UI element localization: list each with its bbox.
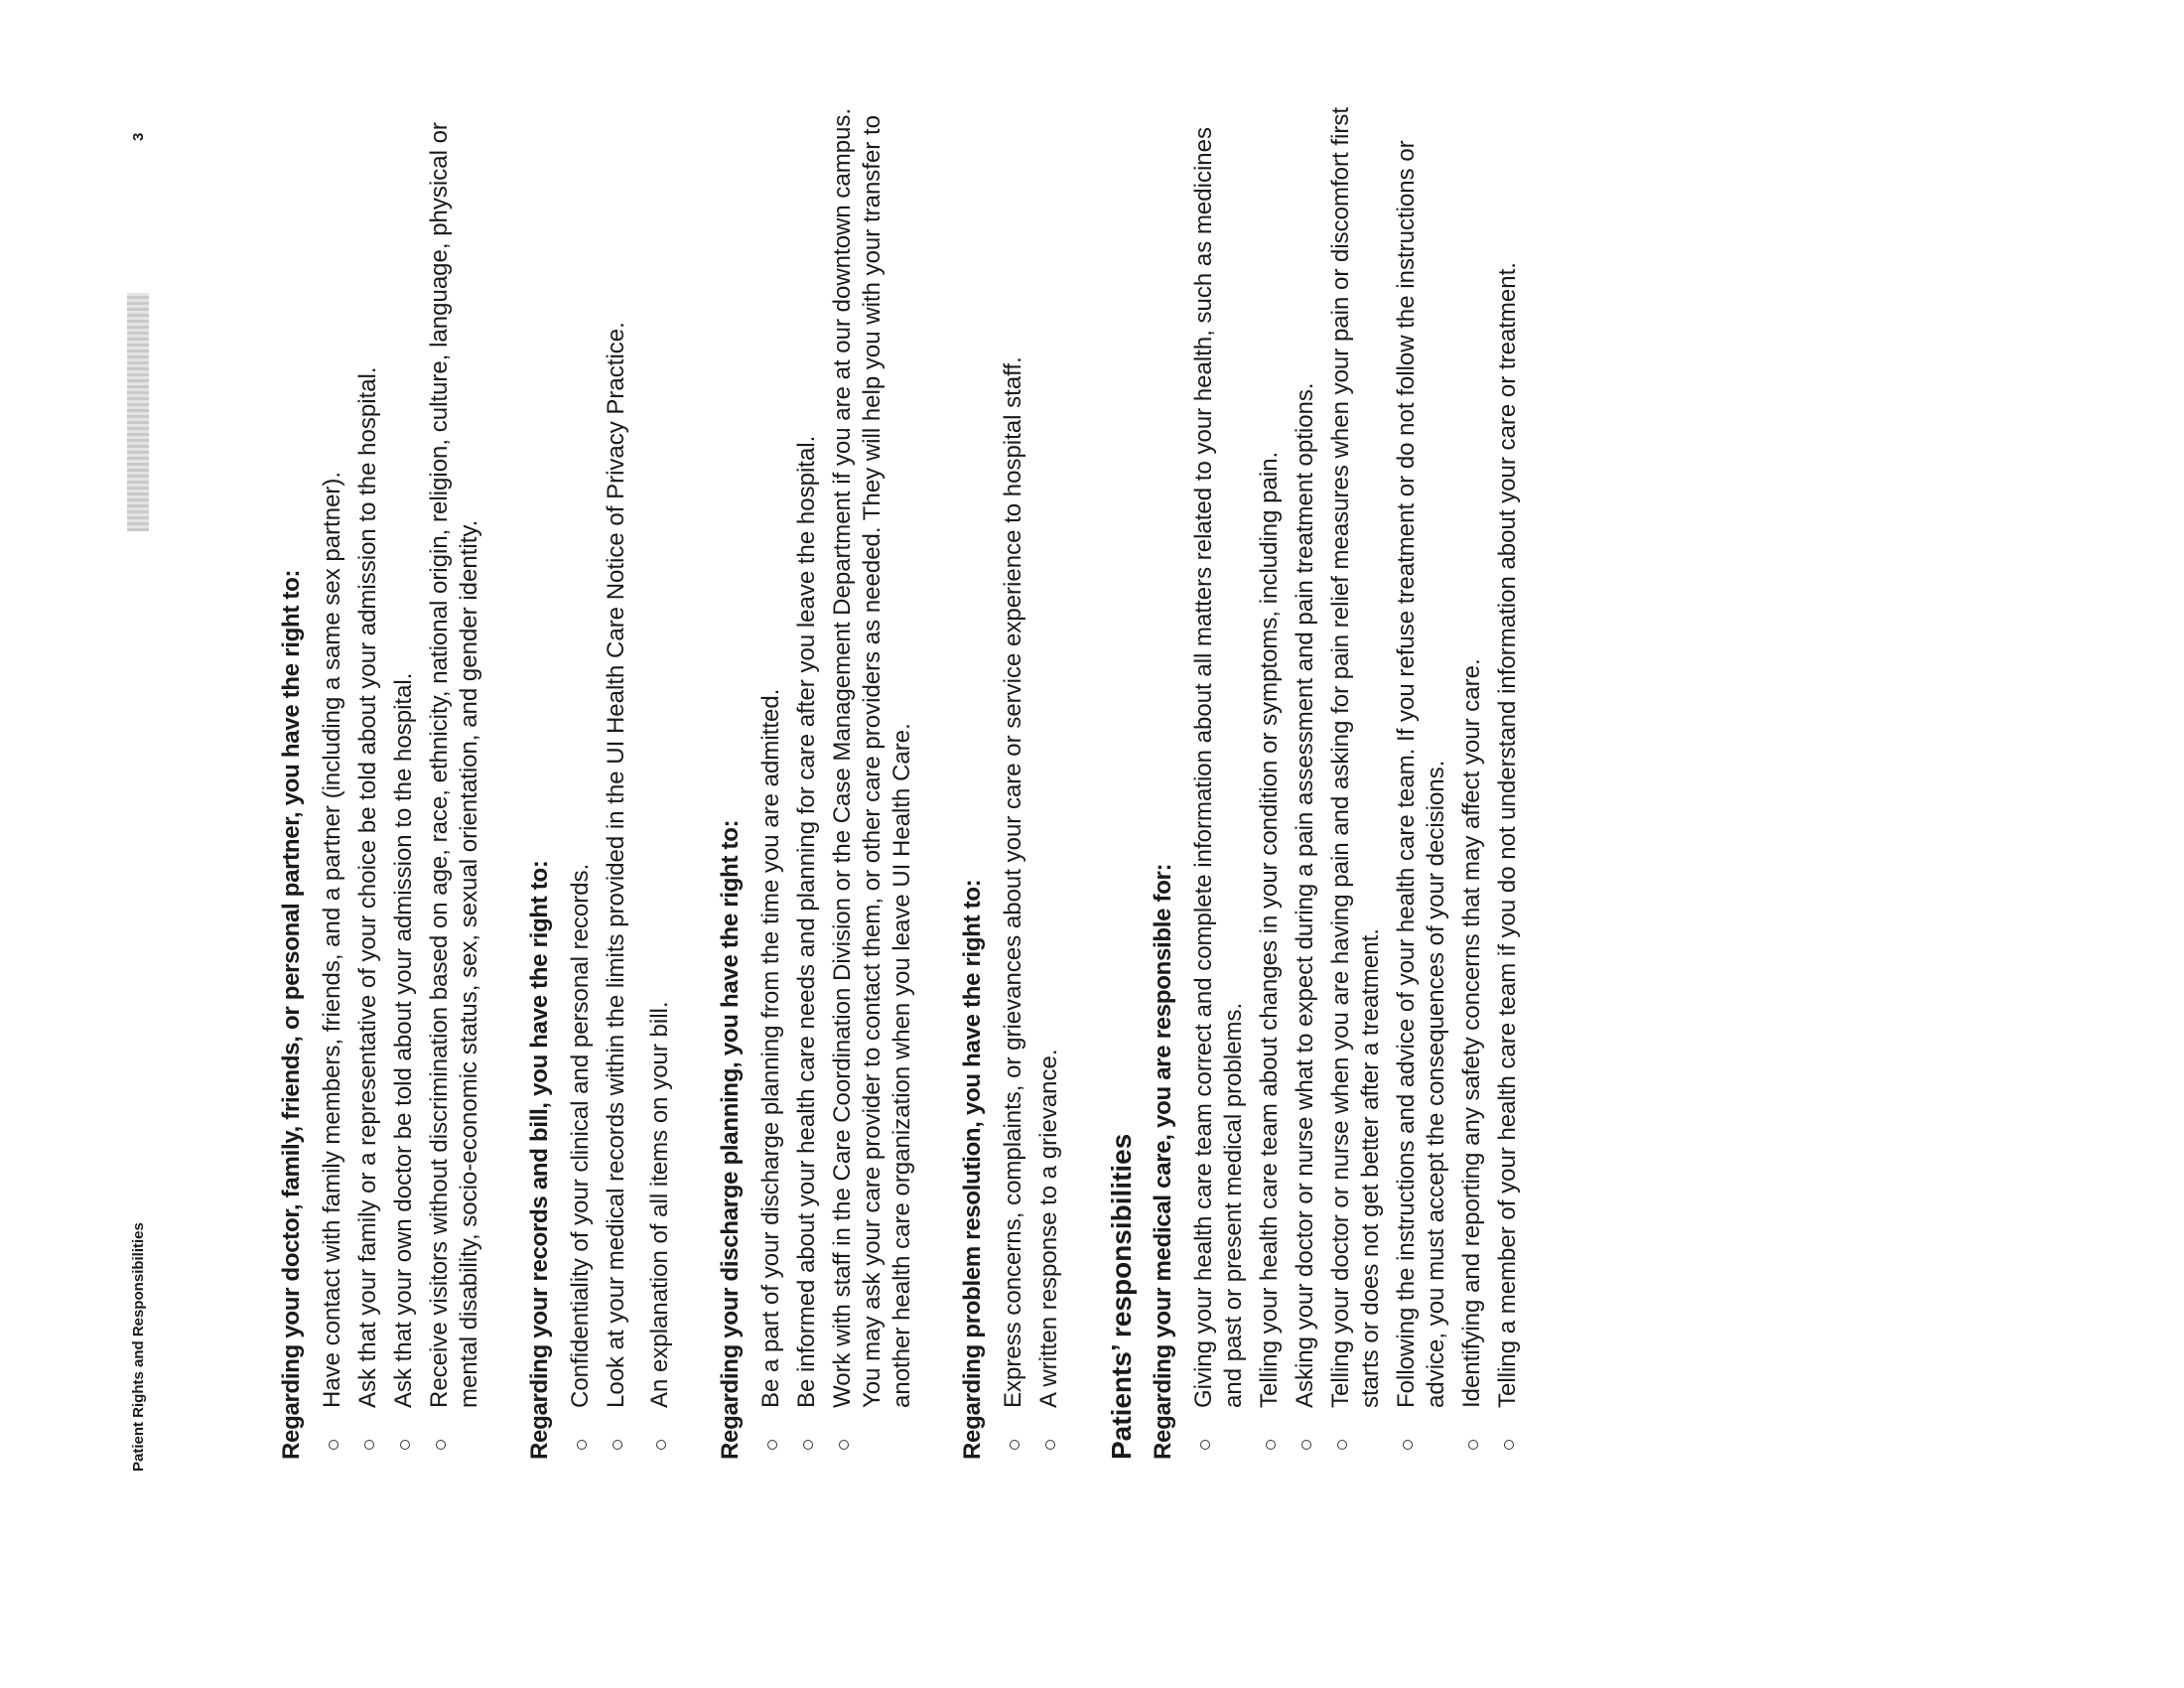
bullet-list [318, 89, 484, 1460]
bullet-icon [400, 1440, 410, 1450]
bullet-icon [577, 1440, 587, 1450]
section-heading: Regarding your doctor, family, friends, or personal partner, you have the right to: [278, 569, 305, 1460]
list-item [828, 89, 917, 1460]
list-item-text: Receive visitors without discrimination based on age, race, ethnicity, national origin, religion, culture, language, physical or mental disability, socio-economic status, sex, sexual orientation, and gender identity. [426, 122, 482, 1408]
bullet-list [1189, 89, 1523, 1460]
list-item-text: Express concerns, complaints, or grievances about your care or service experience to hospital staff. [1000, 356, 1026, 1408]
bullet-list [756, 89, 917, 1460]
bullet-list [566, 89, 675, 1460]
section-doctor-family [278, 89, 484, 1460]
list-item [792, 89, 822, 1460]
list-item [602, 89, 631, 1460]
section-heading: Regarding problem resolution, you have the right to: [959, 879, 986, 1460]
bullet-icon [1403, 1440, 1413, 1450]
list-item-text: Work with staff in the Care Coordination Division or the Case Management Department if you are at our downtown campus. You may ask your care provider to contact them, or other care providers as needed. They will help you with your transfer to another health care organization when you leave UI Health Care. [829, 107, 915, 1408]
section-discharge-planning [717, 89, 917, 1460]
bullet-icon [803, 1440, 813, 1450]
list-item-text: Following the instructions and advice of your health care team. If you refuse treatment or do not follow the instructions or advice, you must accept the consequences of your decisions. [1393, 140, 1449, 1408]
list-item-text: Telling a member of your health care team if you do not understand information about your care or treatment. [1494, 262, 1521, 1408]
list-item [353, 89, 383, 1460]
bullet-icon [1468, 1440, 1478, 1450]
bullet-icon [1045, 1440, 1055, 1450]
list-item-text: Telling your health care team about changes in your condition or symptoms, including pain. [1256, 451, 1283, 1408]
list-item-text: Telling your doctor or nurse when you are having pain and asking for pain relief measures when your pain or discomfort first starts or does not get better after a treatment. [1327, 106, 1384, 1408]
list-item-text: Giving your health care team correct and complete information about all matters related to your health, such as medicines and past or present medical problems. [1190, 127, 1247, 1408]
header-shaded-bar [127, 293, 149, 531]
bullet-icon [1266, 1440, 1276, 1450]
section-heading: Regarding your discharge planning, you have the right to: [717, 819, 744, 1460]
list-item [1189, 89, 1249, 1460]
list-item-text: Asking your doctor or nurse what to expect during a pain assessment and pain treatment options. [1292, 382, 1318, 1408]
list-item [425, 89, 484, 1460]
bullet-icon [656, 1440, 666, 1450]
list-item [389, 89, 419, 1460]
bullet-icon [1010, 1440, 1020, 1450]
list-item [1326, 89, 1386, 1460]
section-heading: Regarding your medical care, you are responsible for: [1150, 863, 1176, 1460]
list-item [1493, 89, 1523, 1460]
bullet-icon [839, 1440, 849, 1450]
list-item [318, 89, 347, 1460]
list-item-text: Identifying and reporting any safety concerns that may affect your care. [1458, 658, 1485, 1408]
document-body [278, 89, 1565, 1460]
list-item [756, 89, 786, 1460]
list-item-text: Look at your medical records within the limits provided in the UI Health Care Notice of Privacy Practice. [603, 322, 629, 1408]
bullet-icon [364, 1440, 374, 1450]
section-patient-responsibilities [1106, 89, 1523, 1460]
list-item [1034, 89, 1064, 1460]
list-item [999, 89, 1028, 1460]
list-item-text: Have contact with family members, friends, and a partner (including a same sex partner). [319, 471, 345, 1408]
list-item-text: Ask that your own doctor be told about your admission to the hospital. [390, 672, 417, 1408]
section-problem-resolution [959, 89, 1064, 1460]
bullet-icon [329, 1440, 339, 1450]
responsibilities-title: Patients’ responsibilities [1106, 1133, 1137, 1460]
list-item [1255, 89, 1285, 1460]
list-item [1392, 89, 1451, 1460]
list-item [1291, 89, 1320, 1460]
list-item-text: Ask that your family or a representative of your choice be told about your admission to the hospital. [354, 366, 381, 1408]
list-item-text: An explanation of all items on your bill. [646, 1001, 673, 1408]
bullet-icon [436, 1440, 446, 1450]
document-title: Patient Rights and Responsibilities [130, 1222, 147, 1472]
list-item [1457, 89, 1487, 1460]
list-item [566, 89, 596, 1460]
bullet-icon [1504, 1440, 1514, 1450]
bullet-list [999, 89, 1064, 1460]
bullet-icon [1337, 1440, 1347, 1450]
section-heading: Regarding your records and bill, you have the right to: [526, 860, 553, 1460]
page-number: 3 [130, 132, 147, 141]
bullet-icon [767, 1440, 777, 1450]
section-records-bill [526, 89, 675, 1460]
list-item [645, 89, 675, 1460]
list-item-text: A written response to a grievance. [1035, 1049, 1062, 1408]
bullet-icon [1200, 1440, 1210, 1450]
bullet-icon [1301, 1440, 1311, 1450]
list-item-text: Be informed about your health care needs and planning for care after you leave the hospital. [793, 435, 820, 1408]
bullet-icon [613, 1440, 622, 1450]
list-item-text: Be a part of your discharge planning from the time you are admitted. [757, 688, 784, 1408]
list-item-text: Confidentiality of your clinical and personal records. [567, 863, 594, 1408]
